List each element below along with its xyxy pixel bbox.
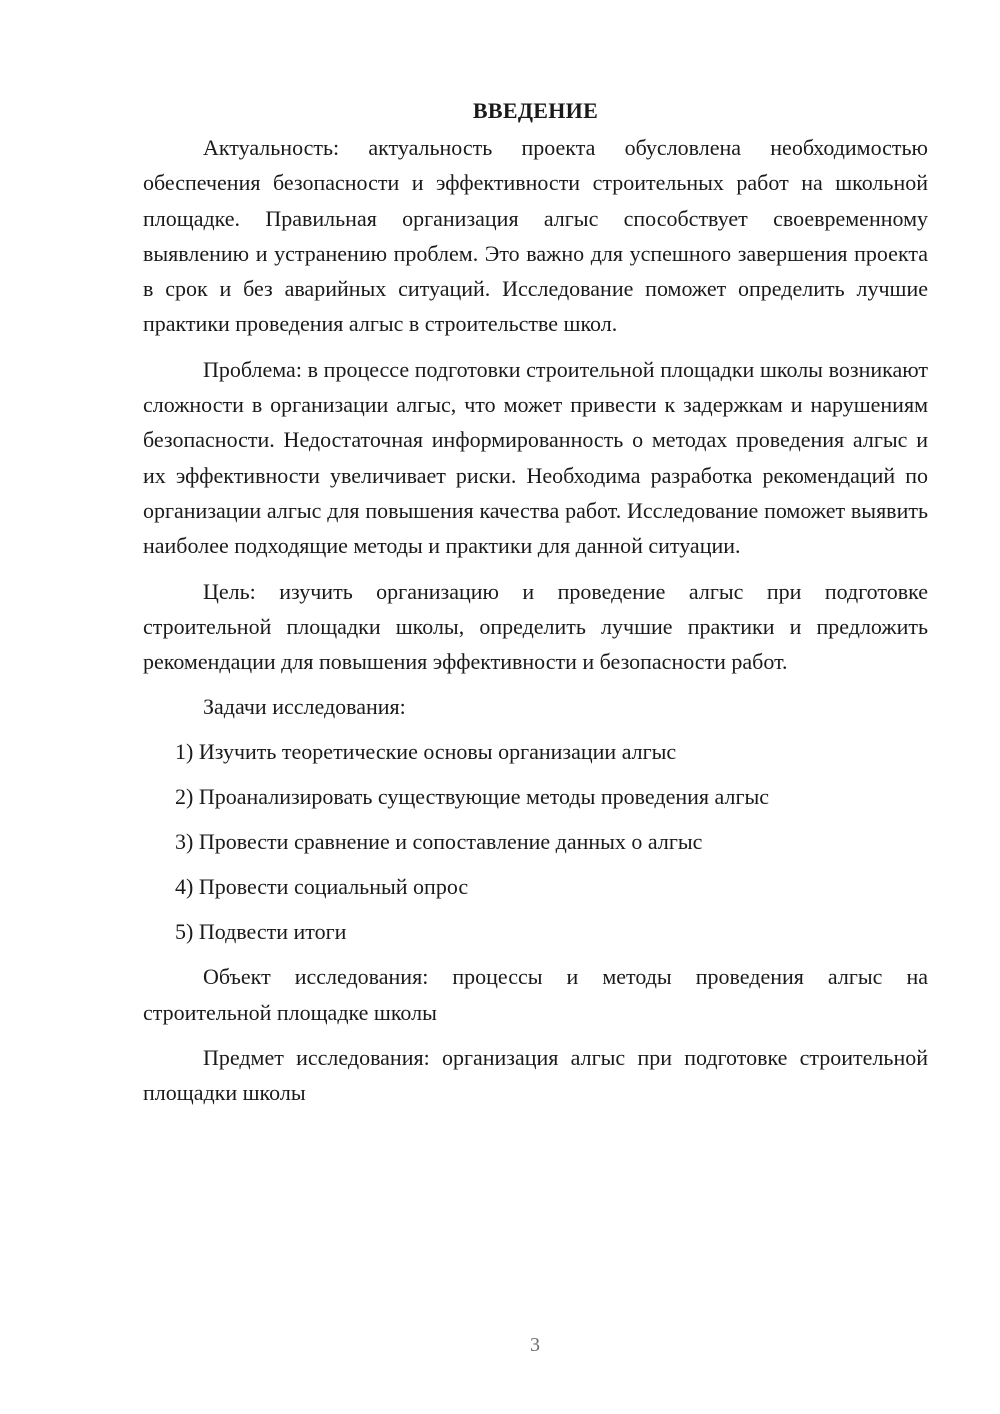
problem-paragraph: Проблема: в процессе подготовки строительной площадки школы возникают сложности в организации алгыс, что может привести к задержкам и нарушениям безопасности. Недостаточная информированность о методах проведения алгыс и их эффективности увеличивает риски. Необходима разработка рекомендаций по организации алгыс для повышения качества работ. Исследование поможет выявить наиболее подходящие методы и практики для данной ситуации. bbox=[143, 356, 928, 559]
list-item: 5) Подвести итоги bbox=[175, 919, 347, 945]
page-number: 3 bbox=[530, 1334, 540, 1356]
list-item: 1) Изучить теоретические основы организации алгыс bbox=[175, 739, 677, 765]
subject-paragraph: Предмет исследования: организация алгыс при подготовке строительной площадки школы bbox=[143, 1044, 928, 1106]
list-item: 4) Провести социальный опрос bbox=[175, 874, 469, 900]
relevance-paragraph: Актуальность: актуальность проекта обусловлена необходимостью обеспечения безопасности и эффективности строительных работ на школьной площадке. Правильная организация алгыс способствует своевременному выявлению и устранению проблем. Это важно для успешного завершения проекта в срок и без аварийных ситуаций. Исследование поможет определить лучшие практики проведения алгыс в строительстве школ. bbox=[143, 135, 928, 337]
page-title: ВВЕДЕНИЕ bbox=[472, 98, 599, 123]
tasks-list bbox=[143, 734, 928, 949]
list-item: 3) Провести сравнение и сопоставление данных о алгыс bbox=[175, 829, 703, 855]
goal-paragraph: Цель: изучить организацию и проведение алгыс при подготовке строительной площадки школы, определить лучшие практики и предложить рекомендации для повышения эффективности и безопасности работ. bbox=[143, 578, 928, 675]
tasks-title: Задачи исследования: bbox=[203, 694, 406, 720]
object-paragraph: Объект исследования: процессы и методы проведения алгыс на строительной площадке школы bbox=[143, 964, 928, 1025]
list-item: 2) Проанализировать существующие методы проведения алгыс bbox=[175, 784, 770, 810]
document-page bbox=[143, 96, 928, 1121]
